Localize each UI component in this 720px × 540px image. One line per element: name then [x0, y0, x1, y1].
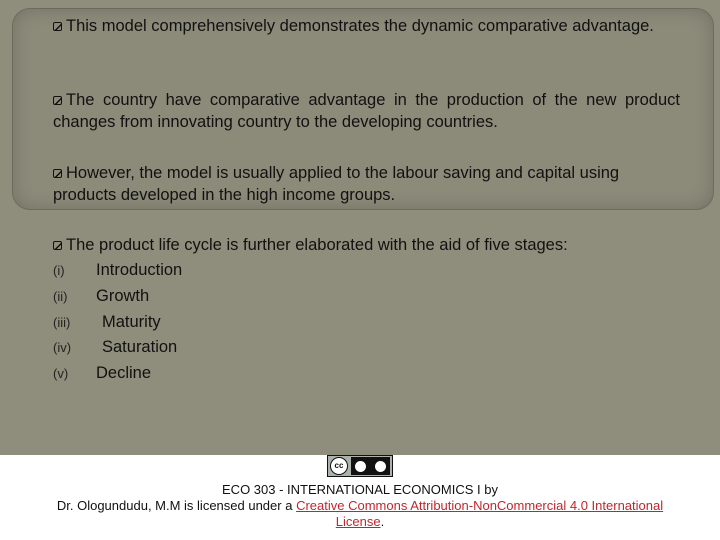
stage-number: (v) [53, 366, 69, 382]
stage-label: Growth [96, 286, 150, 305]
stage-number: (ii) [53, 288, 68, 304]
stage-label: Decline [96, 364, 152, 383]
stage-number: (iii) [53, 314, 71, 330]
paragraph-4 [53, 234, 680, 256]
cc-logo-icon: cc [330, 457, 348, 475]
checkbox-bullet-icon [53, 15, 62, 37]
by-icon [355, 461, 366, 472]
paragraph-1-text: This model comprehensively demonstrates the dynamic comparative advantage. [66, 17, 654, 35]
paragraph-2 [53, 89, 680, 133]
stages-list [53, 258, 353, 387]
stage-item [53, 310, 353, 336]
stage-label: Introduction [96, 261, 183, 279]
checkbox-bullet-icon [53, 162, 62, 184]
license-footer [0, 455, 720, 540]
footer-license-line-end [0, 514, 720, 531]
stage-number: (iv) [53, 340, 72, 356]
checkbox-bullet-icon [53, 89, 62, 111]
stage-item [53, 284, 353, 310]
stage-label: Saturation [102, 338, 178, 357]
stage-number: (i) [53, 263, 65, 278]
paragraph-3-text: However, the model is usually applied to the labour saving and capital using products developed in the high income groups. [53, 164, 620, 204]
stage-item [53, 258, 353, 284]
stage-label: Maturity [102, 312, 161, 331]
paragraph-3 [53, 162, 680, 206]
license-link[interactable]: Creative Commons Attribution-NonCommercial 4.0 International [296, 498, 664, 513]
footer-period: . [380, 514, 385, 529]
stage-item [53, 361, 353, 387]
footer-license-line [0, 498, 720, 515]
paragraph-1 [53, 15, 680, 37]
footer-author-text: Dr. Ologundudu, M.M is licensed under a [56, 498, 297, 513]
license-link-continued[interactable]: License [335, 514, 381, 529]
checkbox-bullet-icon [53, 234, 62, 256]
nc-icon [375, 461, 386, 472]
stage-item [53, 335, 353, 361]
paragraph-4-text: The product life cycle is further elaborated with the aid of five stages: [66, 236, 568, 254]
footer-course-line: ECO 303 - INTERNATIONAL ECONOMICS I by [222, 482, 498, 497]
creative-commons-badge-icon[interactable] [327, 455, 393, 477]
paragraph-2-text: The country have comparative advantage in the production of the new product changes from innovating country to the developing countries. [53, 91, 680, 131]
cc-terms-strip [351, 457, 390, 475]
